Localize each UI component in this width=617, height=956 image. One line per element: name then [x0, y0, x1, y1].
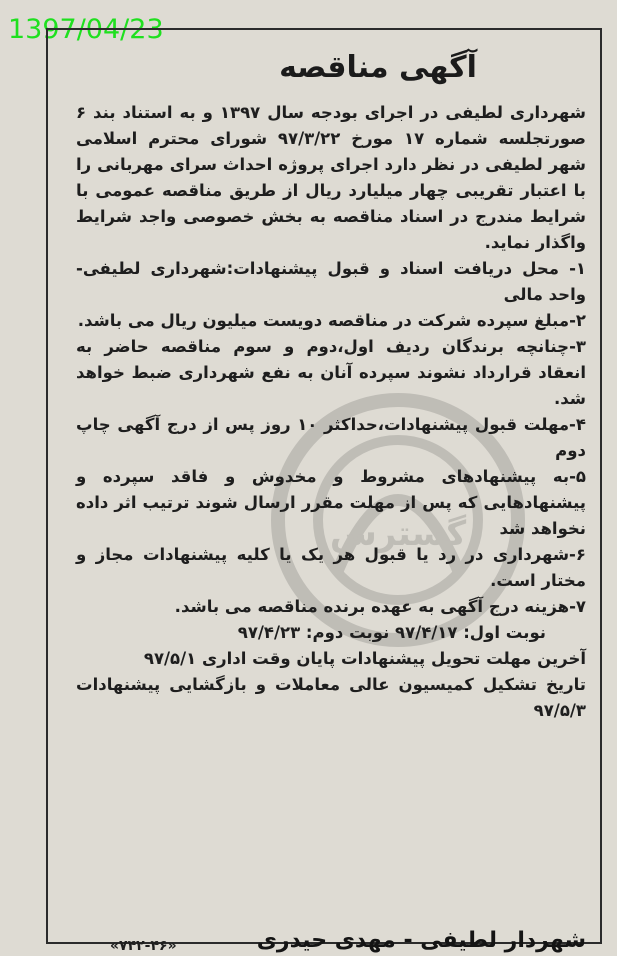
publication-dates: نوبت اول: ۹۷/۴/۱۷ نوبت دوم: ۹۷/۴/۲۳ [237, 623, 546, 642]
ad-frame [46, 28, 602, 954]
date-stamp: 1397/04/23 [8, 14, 164, 45]
svg-text:گسترش: گسترش [329, 514, 467, 554]
condition-item: ۴-مهلت قبول پیشنهادات،حداکثر ۱۰ روز پس از درج آگهی چاپ دوم [76, 415, 586, 460]
condition-item: ۵-به پیشنهادهای مشروط و مخدوش و فاقد سپرده و پیشنهادهایی که پس از مهلت مقرر ارسال شوند ترتیب اثر داده نخواهد شد [76, 467, 586, 538]
condition-item: ۳-چنانچه برندگان ردیف اول،دوم و سوم مناقصه حاضر به انعقاد قرارداد نشوند سپرده آنان به نفع شهرداری ضبط خواهد شد. [76, 337, 586, 408]
condition-item: ۶-شهرداری در رد یا قبول هر یک یا کلیه پیشنهادات مجاز و مختار است. [76, 545, 586, 590]
ad-code: «۷۴۲-۴۶» [110, 938, 177, 954]
signature-line: شهردار لطیفی - مهدی حیدری [256, 928, 586, 953]
condition-item: ۷-هزینه درج آگهی به عهده برنده مناقصه می باشد. [174, 597, 586, 616]
intro-paragraph: شهرداری لطیفی در اجرای بودجه سال ۱۳۹۷ و به استناد بند ۶ صورتجلسه شماره ۱۷ مورخ ۹۷/۳/۲۲ شورای محترم اسلامی شهر لطیفی در نظر دارد اجرای پروژه احداث سرای مهربانی را با اعتبار تقریبی چهار میلیارد ریال از طریق مناقصه عمومی با شرایط مندرج در اسناد مناقصه به بخش خصوصی واجد شرایط واگذار نماید. [76, 103, 586, 252]
ad-title: آگهی مناقصه [279, 50, 477, 85]
condition-item: ۱- محل دریافت اسناد و قبول پیشنهادات:شهرداری لطیفی- واحد مالی [76, 259, 586, 304]
commission-date: تاریخ تشکیل کمیسیون عالی معاملات و بازگشایی پیشنهادات ۹۷/۵/۳ [76, 675, 586, 720]
condition-item: ۲-مبلغ سپرده شرکت در مناقصه دویست میلیون ریال می باشد. [77, 311, 586, 330]
submission-deadline: آخرین مهلت تحویل پیشنهادات پایان وقت اداری ۹۷/۵/۱ [143, 649, 586, 668]
ad-body [76, 100, 586, 724]
